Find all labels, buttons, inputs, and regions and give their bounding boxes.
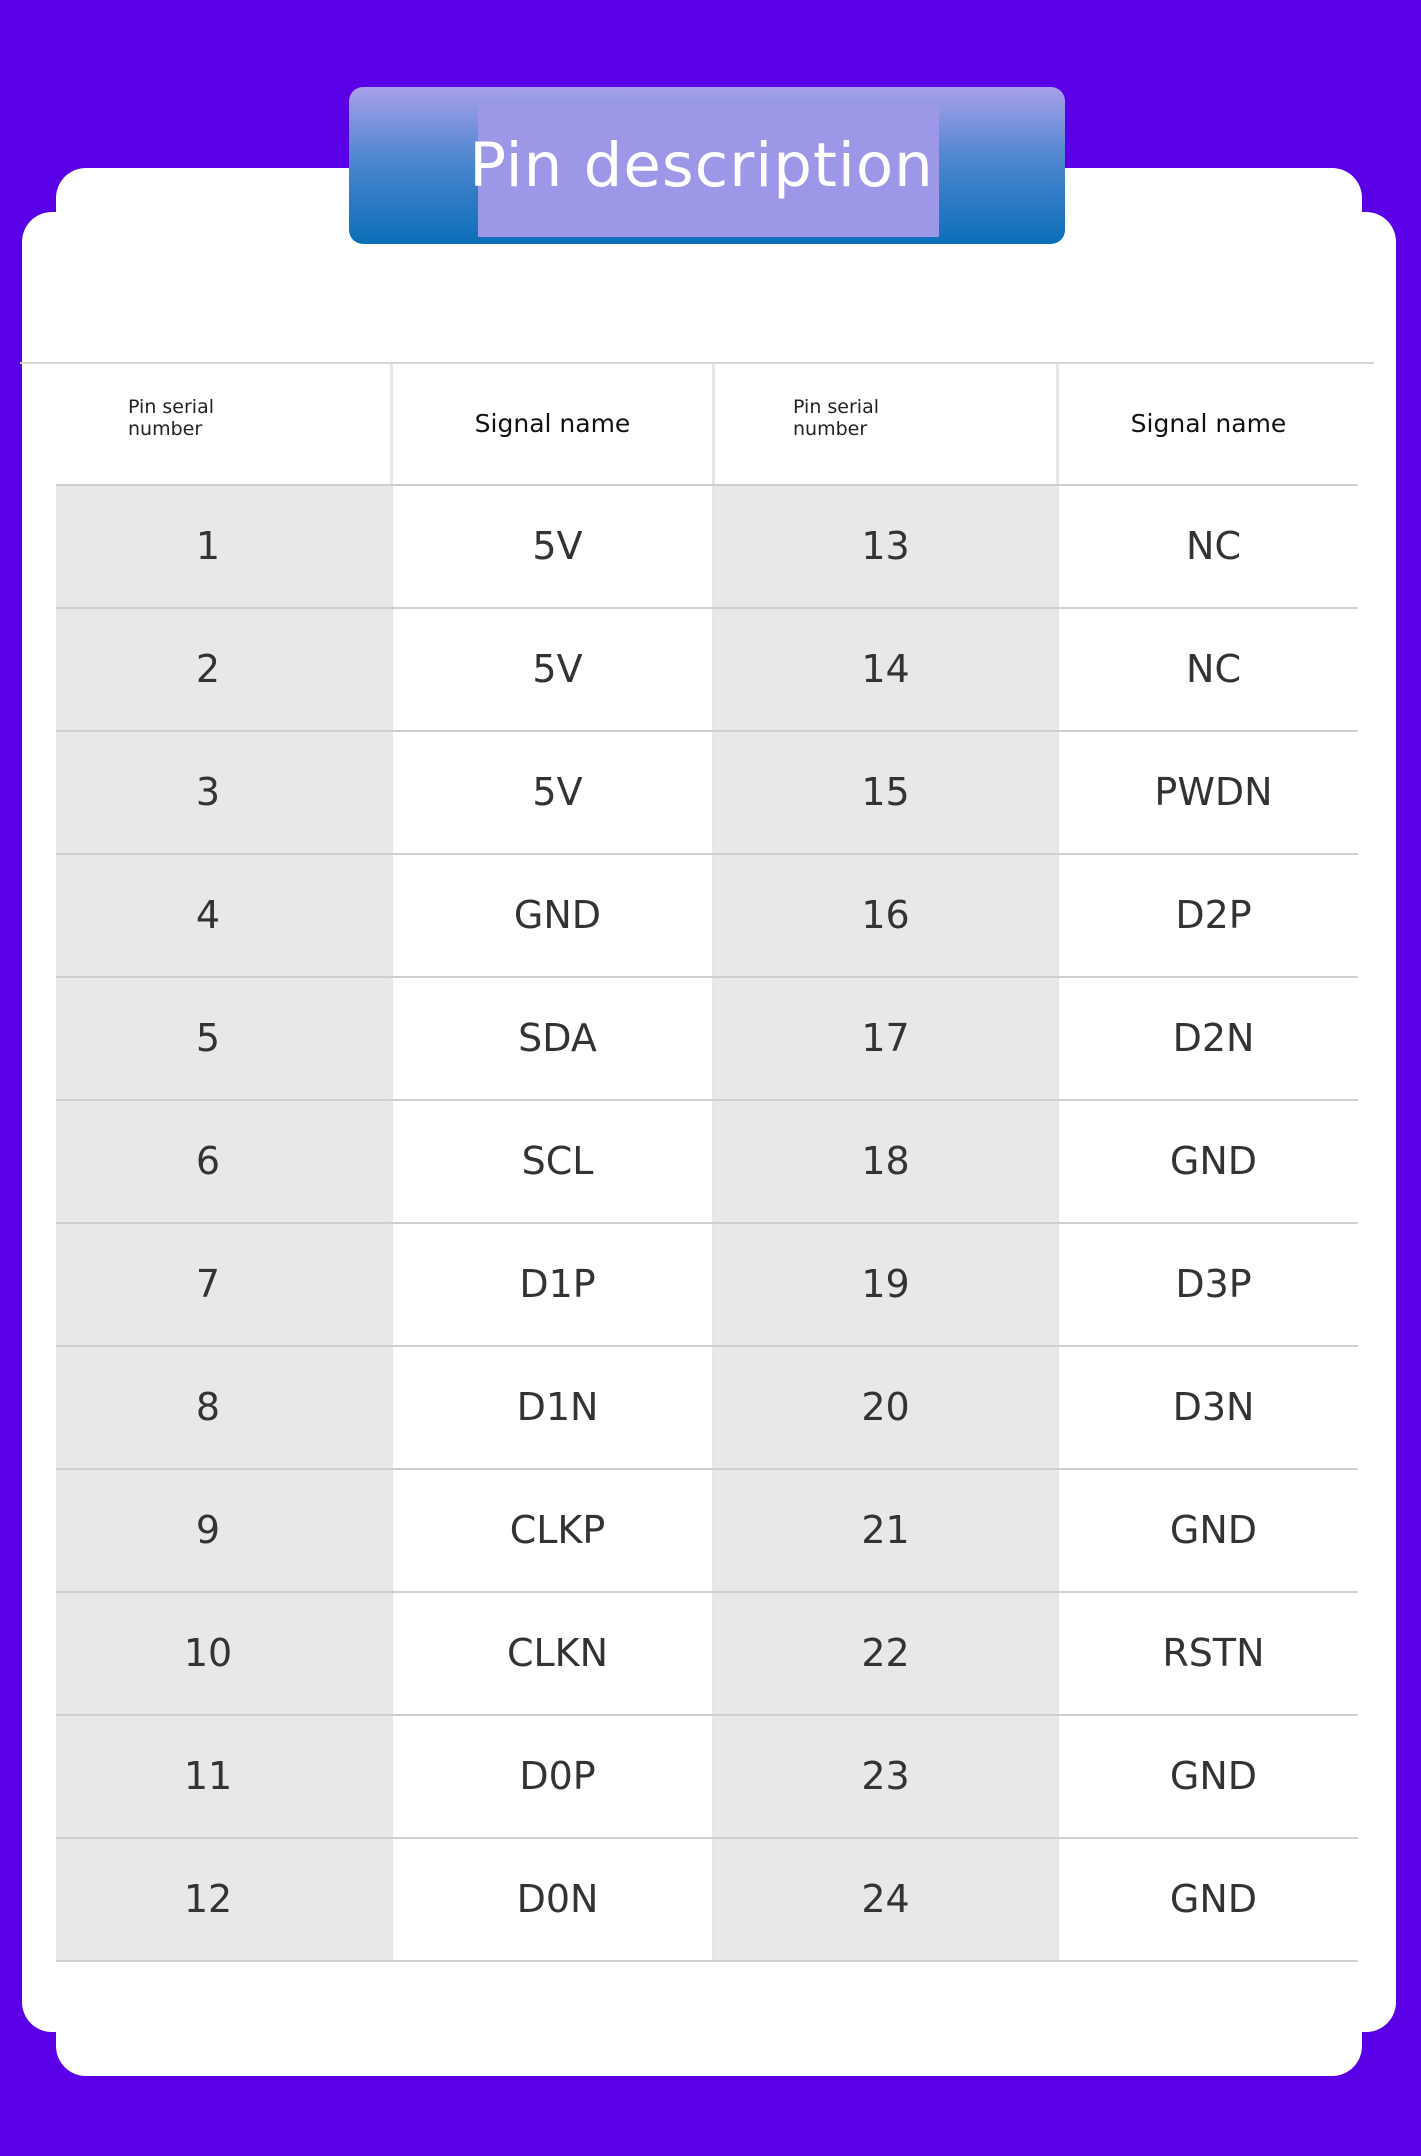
- signal-name-cell: GND: [1059, 1101, 1358, 1222]
- signal-name-cell: PWDN: [1059, 732, 1358, 853]
- pin-number-cell: 21: [715, 1470, 1059, 1591]
- signal-name-cell: RSTN: [1059, 1593, 1358, 1714]
- pin-number-cell: 13: [715, 486, 1059, 607]
- pin-number-cell: 8: [56, 1347, 393, 1468]
- table-row: [56, 978, 1358, 1101]
- pin-number-cell: 22: [715, 1593, 1059, 1714]
- table-row: [56, 1224, 1358, 1347]
- signal-name-cell: GND: [393, 855, 715, 976]
- signal-name-cell: NC: [1059, 609, 1358, 730]
- pin-number-cell: 5: [56, 978, 393, 1099]
- header-pin-serial-left-label: Pin serial number: [128, 396, 215, 440]
- signal-name-cell: GND: [1059, 1716, 1358, 1837]
- signal-name-cell: 5V: [393, 609, 715, 730]
- table-row: [56, 1347, 1358, 1470]
- signal-name-cell: SDA: [393, 978, 715, 1099]
- signal-name-cell: D1P: [393, 1224, 715, 1345]
- signal-name-cell: 5V: [393, 486, 715, 607]
- pin-number-cell: 16: [715, 855, 1059, 976]
- table-row: [56, 855, 1358, 978]
- header-pin-serial-right-label: Pin serial number: [793, 396, 880, 440]
- pin-number-cell: 1: [56, 486, 393, 607]
- pin-number-cell: 24: [715, 1839, 1059, 1960]
- pin-number-cell: 12: [56, 1839, 393, 1960]
- signal-name-cell: D1N: [393, 1347, 715, 1468]
- signal-name-cell: CLKP: [393, 1470, 715, 1591]
- header-pin-serial-right: [715, 364, 1059, 484]
- table-row: [56, 1470, 1358, 1593]
- pin-number-cell: 6: [56, 1101, 393, 1222]
- table-row: [56, 609, 1358, 732]
- table-row: [56, 732, 1358, 855]
- signal-name-cell: D3N: [1059, 1347, 1358, 1468]
- table-row: [56, 1101, 1358, 1224]
- header-signal-left-label: Signal name: [474, 409, 631, 438]
- signal-name-cell: D0P: [393, 1716, 715, 1837]
- signal-name-cell: D0N: [393, 1839, 715, 1960]
- header-pin-serial-left: [56, 364, 393, 484]
- pin-number-cell: 2: [56, 609, 393, 730]
- table-row: [56, 1839, 1358, 1962]
- signal-name-cell: D3P: [1059, 1224, 1358, 1345]
- table-header-row: [56, 364, 1358, 486]
- signal-name-cell: CLKN: [393, 1593, 715, 1714]
- pin-number-cell: 23: [715, 1716, 1059, 1837]
- pin-number-cell: 7: [56, 1224, 393, 1345]
- pin-number-cell: 19: [715, 1224, 1059, 1345]
- page-title: Pin description: [469, 130, 934, 201]
- pin-number-cell: 14: [715, 609, 1059, 730]
- header-signal-right-label: Signal name: [1130, 409, 1287, 438]
- pin-number-cell: 10: [56, 1593, 393, 1714]
- pin-number-cell: 20: [715, 1347, 1059, 1468]
- table-row: [56, 1593, 1358, 1716]
- pin-number-cell: 15: [715, 732, 1059, 853]
- signal-name-cell: D2P: [1059, 855, 1358, 976]
- signal-name-cell: D2N: [1059, 978, 1358, 1099]
- pin-number-cell: 11: [56, 1716, 393, 1837]
- signal-name-cell: NC: [1059, 486, 1358, 607]
- pin-number-cell: 9: [56, 1470, 393, 1591]
- signal-name-cell: GND: [1059, 1470, 1358, 1591]
- signal-name-cell: 5V: [393, 732, 715, 853]
- table-row: [56, 486, 1358, 609]
- pin-number-cell: 18: [715, 1101, 1059, 1222]
- pin-number-cell: 4: [56, 855, 393, 976]
- signal-name-cell: SCL: [393, 1101, 715, 1222]
- pin-number-cell: 3: [56, 732, 393, 853]
- pin-number-cell: 17: [715, 978, 1059, 1099]
- table-body: [56, 486, 1358, 1962]
- signal-name-cell: GND: [1059, 1839, 1358, 1960]
- table-row: [56, 1716, 1358, 1839]
- header-signal-left: [393, 364, 715, 484]
- header-signal-right: [1059, 364, 1358, 484]
